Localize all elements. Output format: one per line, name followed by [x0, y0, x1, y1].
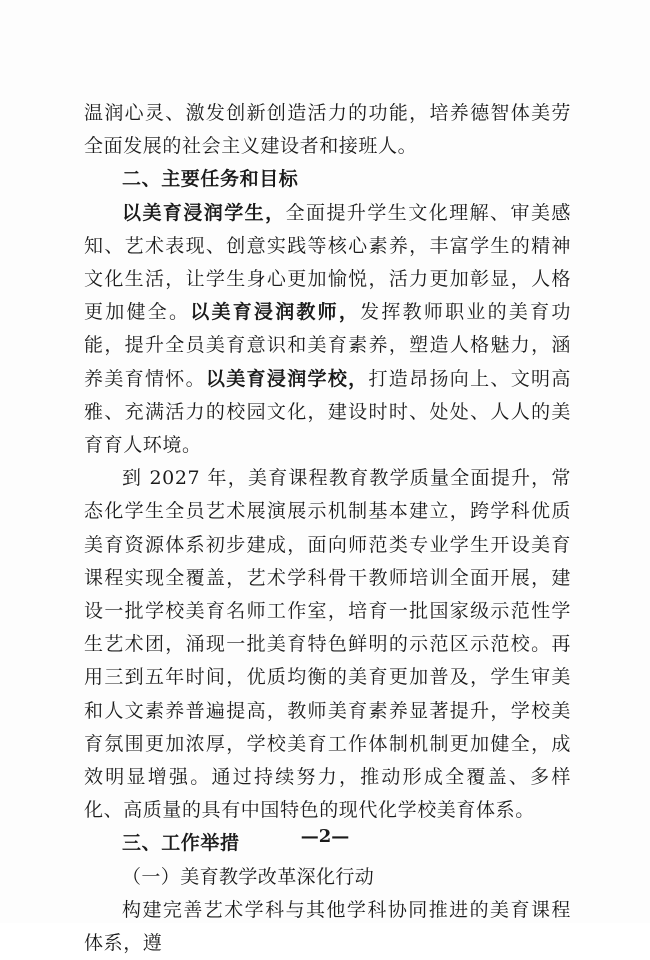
paragraph-aesthetic-immersion — [84, 197, 571, 463]
paragraph-2027-goals: 到 2027 年，美育课程教育教学质量全面提升，常态化学生全员艺术展演展示机制基本建立，跨学科优质美育资源体系初步建成，面向师范类专业学生开设美育课程实现全覆盖，艺术学科骨干教师培训全面开展，建设一批学校美育名师工作室，培育一批国家级示范性学生艺术团，涌现一批美育特色鲜明的示范区示范校。再用三到五年时间，优质均衡的美育更加普及，学生审美和人文素养普遍提高，教师美育素养显著提升，学校美育氛围更加浓厚，学校美育工作体制机制更加健全，成效明显增强。通过持续努力，推动形成全覆盖、多样化、高质量的具有中国特色的现代化学校美育体系。 — [84, 467, 571, 822]
paragraph-curriculum-system: 构建完善艺术学科与其他学科协同推进的美育课程体系，遵 — [84, 898, 571, 955]
paragraph-intro-continuation: 温润心灵、激发创新创造活力的功能，培养德智体美劳全面发展的社会主义建设者和接班人。 — [84, 102, 571, 158]
bold-phrase-teachers: 以美育浸润教师， — [190, 301, 361, 324]
page-number: —2— — [300, 826, 350, 847]
text-students: 全面提升学生文化理解、审美感知、艺术表现、创意实践等核心素养，丰富学生的精神文化生活，让学生身心更加愉悦，活力更加彰显，人格更加健全。 — [84, 201, 571, 324]
text-schools: 打造昂扬向上、文明高雅、充满活力的校园文化，建设时时、处处、人人的美育育人环境。 — [84, 367, 571, 457]
text-teachers: 发挥教师职业的美育功能，提升全员美育意识和美育素养，塑造人格魅力，涵养美育情怀。 — [84, 301, 571, 390]
bold-phrase-schools: 以美育浸润学校， — [205, 367, 369, 390]
subsection-heading-teaching-reform: （一）美育教学改革深化行动 — [122, 865, 375, 888]
bold-phrase-students: 以美育浸润学生， — [122, 201, 286, 224]
section-heading-work-measures: 三、工作举措 — [122, 832, 240, 855]
section-heading-tasks-goals: 二、主要任务和目标 — [122, 168, 299, 191]
